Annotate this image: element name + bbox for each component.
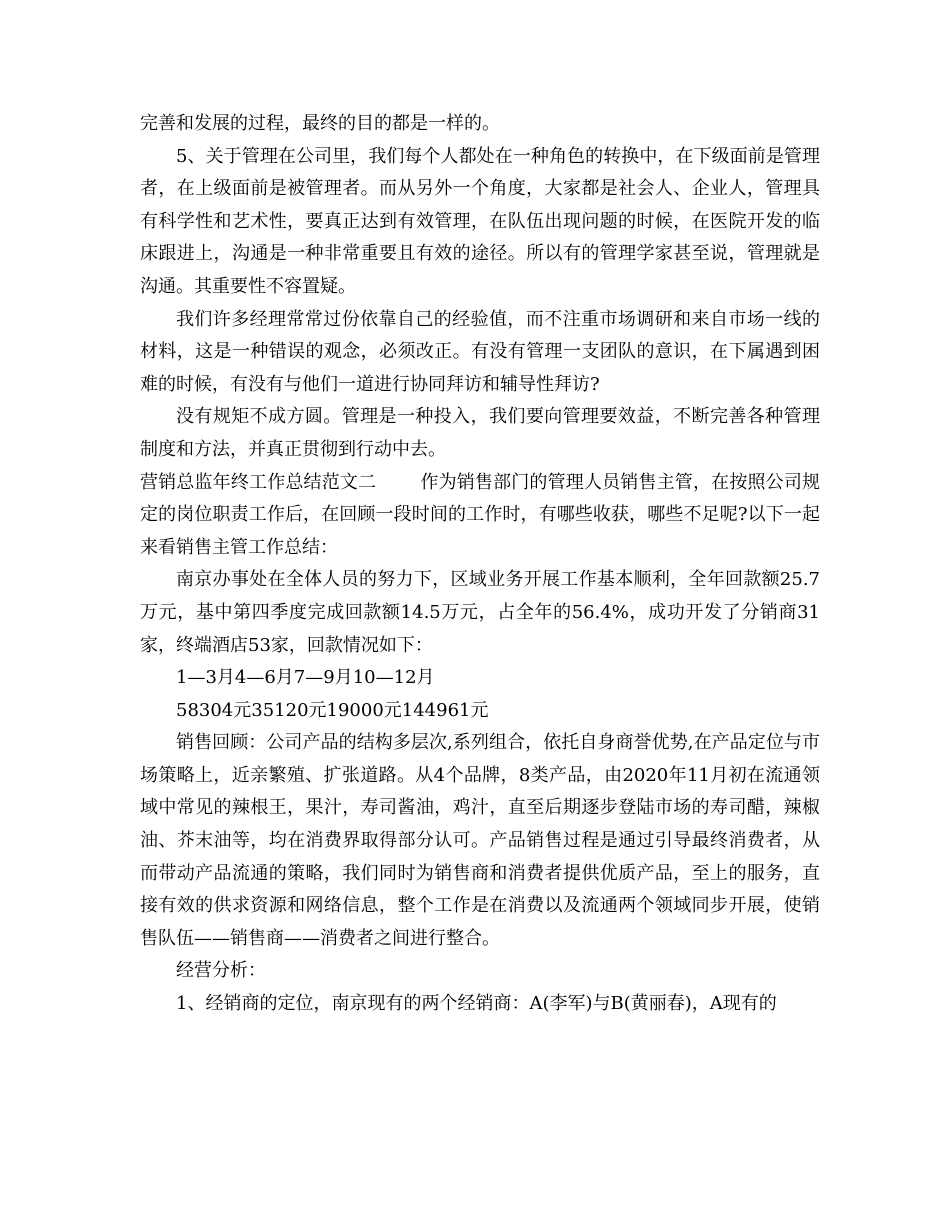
document-page: [140, 108, 820, 1021]
paragraph: 我们许多经理常常过份依靠自己的经验值，而不注重市场调研和来自市场一线的材料，这是一种错误的观念，必须改正。有没有管理一支团队的意识，在下属遇到困难的时候，有没有与他们一道进行协同拜访和辅导性拜访?: [140, 308, 820, 395]
section-intro: 作为销售部门的管理人员销售主管，在按照公司规定的岗位职责工作后，在回顾一段时间的工作时，有哪些收获，哪些不足呢?以下一起来看销售主管工作总结：: [140, 471, 821, 558]
paragraph: 1—3月4—6月7—9月10—12月: [176, 667, 435, 689]
paragraph: 南京办事处在全体人员的努力下，区域业务开展工作基本顺利，全年回款额25.7万元，基中第四季度完成回款额14.5万元，占全年的56.4%，成功开发了分销商31家，终端酒店53家，回款情况如下：: [140, 569, 820, 656]
paragraph: 58304元35120元19000元144961元: [176, 699, 489, 721]
paragraph: 完善和发展的过程，最终的目的都是一样的。: [140, 113, 500, 134]
paragraph: 销售回顾：公司产品的结构多层次,系列组合，依托自身商誉优势,在产品定位与市场策略上，近亲繁殖、扩张道路。从4个品牌，8类产品，由2020年11月初在流通领域中常见的辣根王，果汁，寿司酱油，鸡汁，直至后期逐步登陆市场的寿司醋，辣椒油、芥末油等，均在消费界取得部分认可。产品销售过程是通过引导最终消费者，从而带动产品流通的策略，我们同时为销售商和消费者提供优质产品，至上的服务，直接有效的供求资源和网络信息，整个工作是在消费以及流通两个领域同步开展，使销售队伍——销售商——消费者之间进行整合。: [140, 732, 820, 949]
paragraph: 没有规矩不成方圆。管理是一种投入，我们要向管理要效益，不断完善各种管理制度和方法，并真正贯彻到行动中去。: [140, 406, 820, 460]
section-paragraph: [140, 467, 820, 565]
paragraph: 1、经销商的定位，南京现有的两个经销商：A(李军)与B(黄丽春)，A现有的: [176, 993, 777, 1015]
section-heading: 营销总监年终工作总结范文二: [140, 471, 377, 493]
paragraph: 经营分析：: [176, 960, 266, 982]
paragraph: 5、关于管理在公司里，我们每个人都处在一种角色的转换中，在下级面前是管理者，在上级面前是被管理者。而从另外一个角度，大家都是社会人、企业人，管理具有科学性和艺术性，要真正达到有效管理，在队伍出现问题的时候，在医院开发的临床跟进上，沟通是一种非常重要且有效的途径。所以有的管理学家甚至说，管理就是沟通。其重要性不容置疑。: [140, 145, 820, 297]
